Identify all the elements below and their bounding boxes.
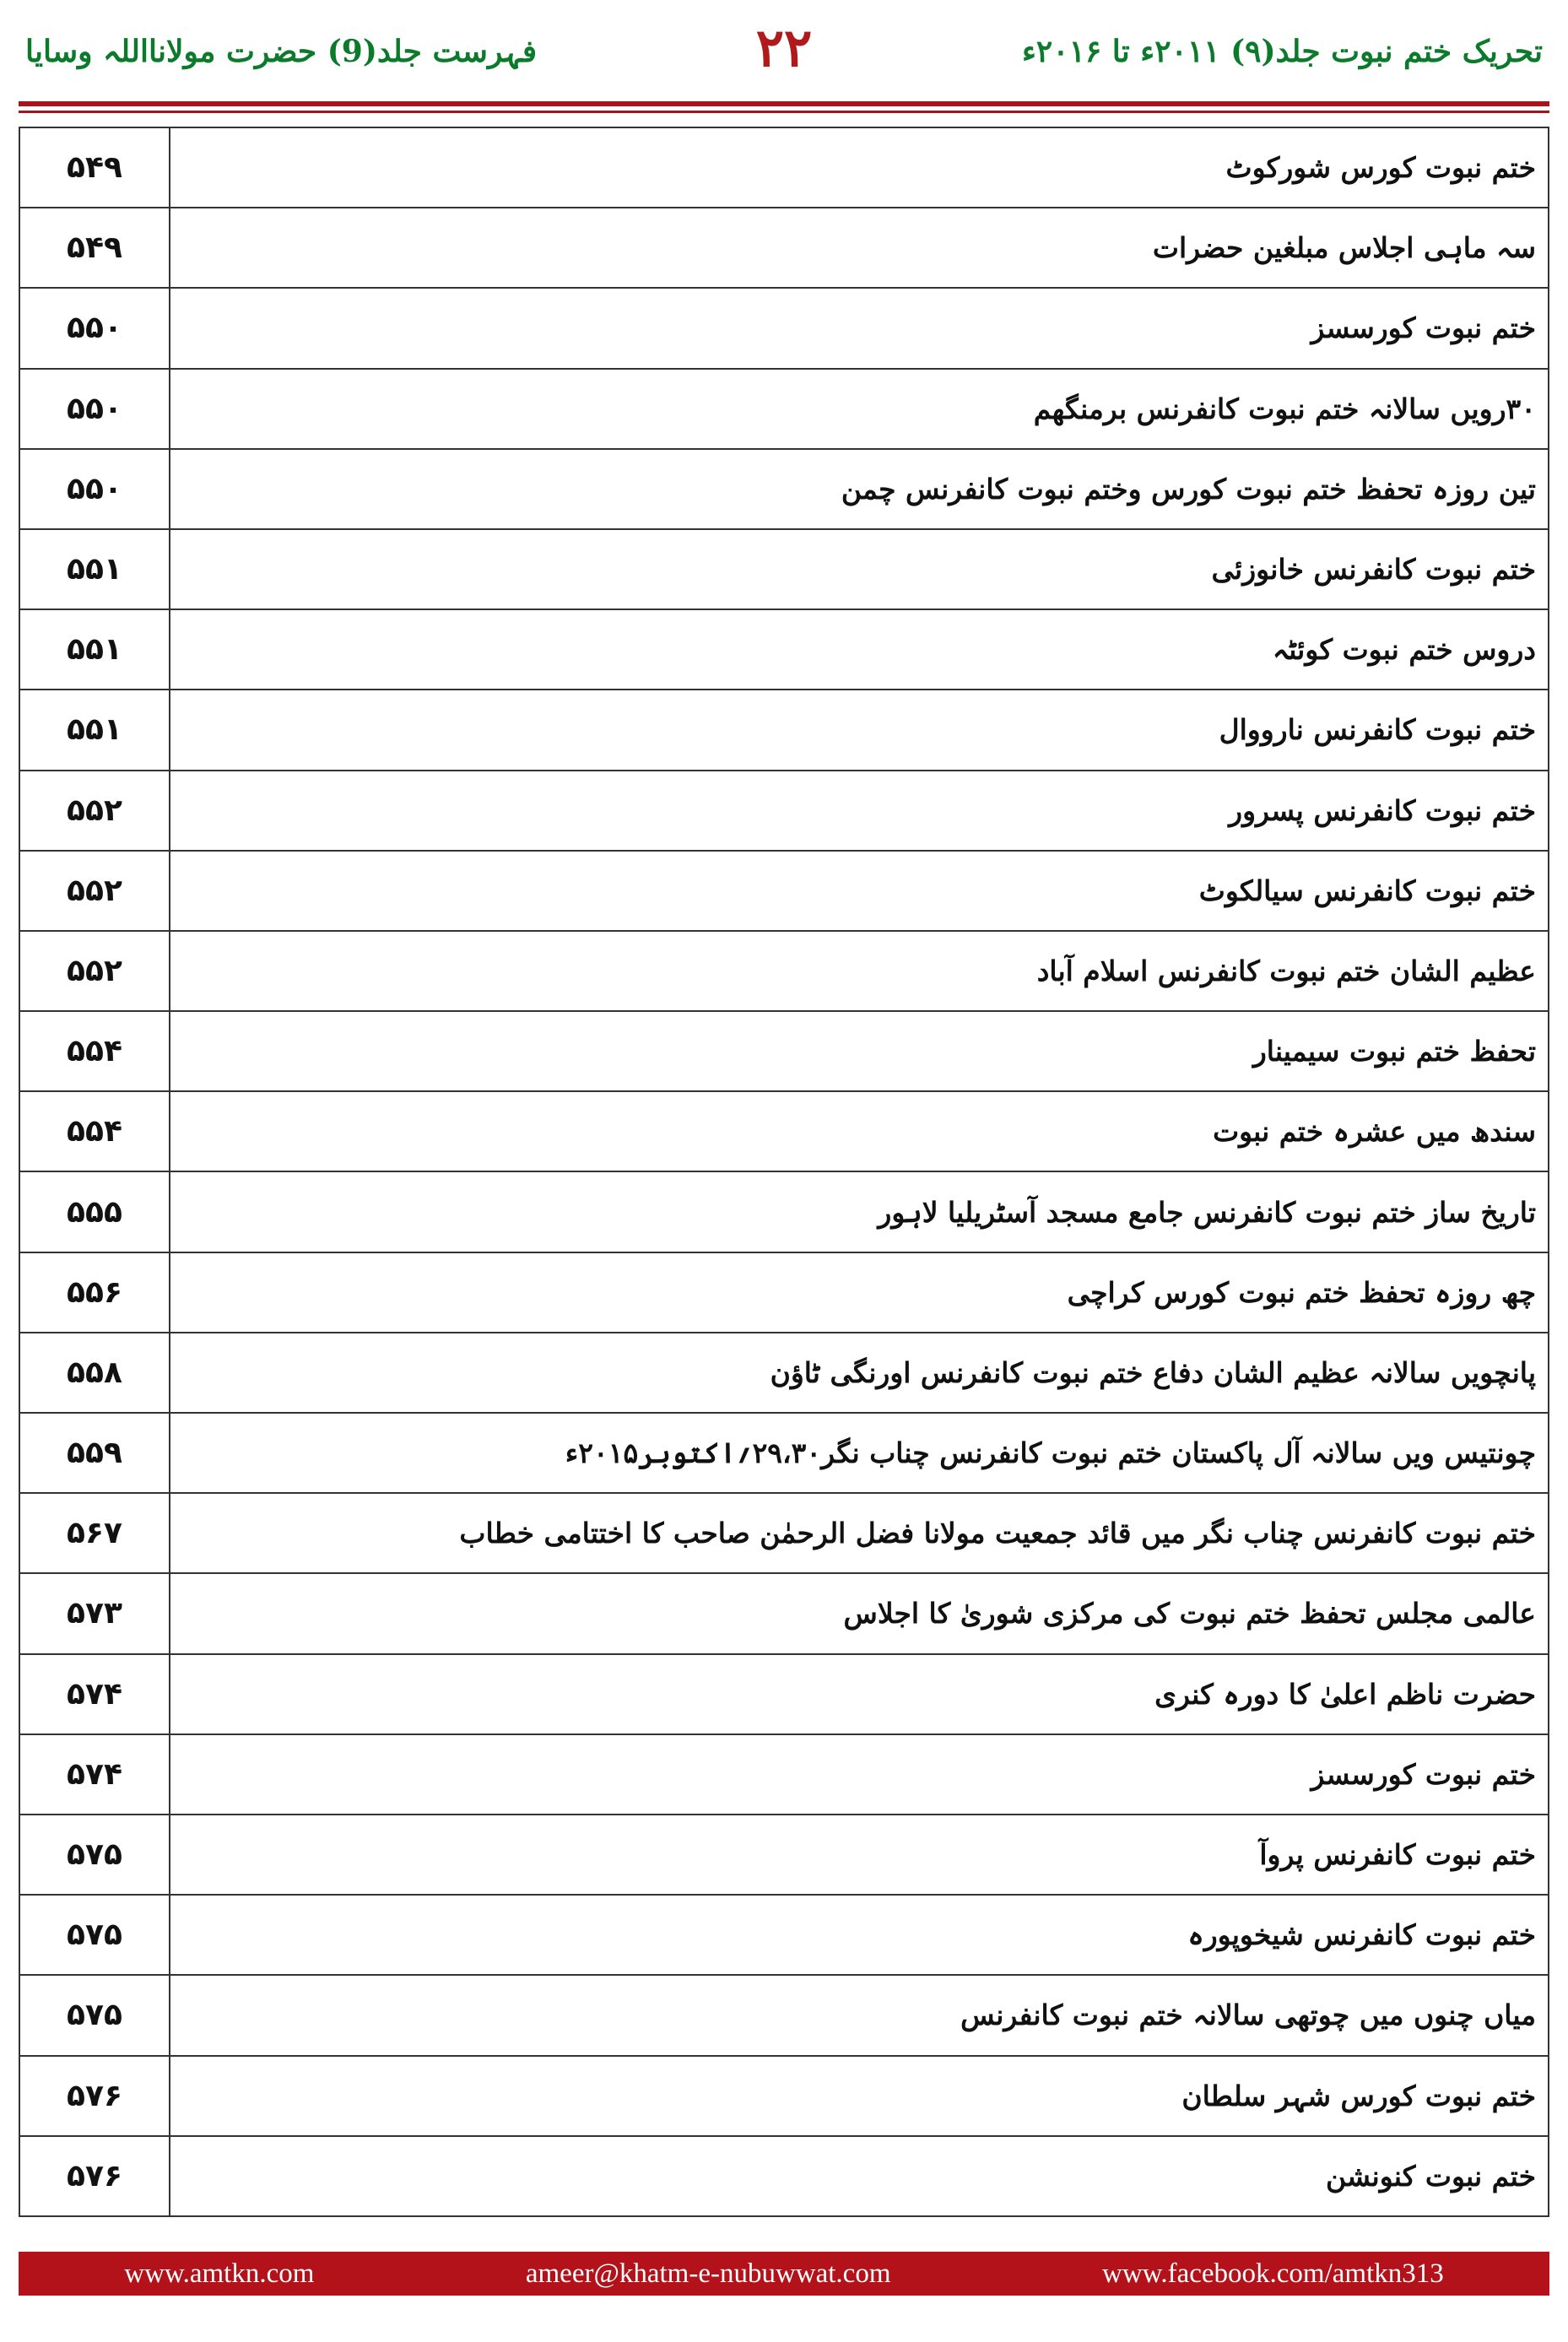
entry-page-number: ۵۵۰ [19,449,170,529]
table-row [19,1493,1549,1573]
header-rule-thick [19,101,1549,106]
table-row [19,127,1549,208]
entry-title: چونتیس ویں سالانہ آل پاکستان ختم نبوت کانفرنس چناب نگر۲۹،۳۰؍اکتوبر۲۰۱۵ء [170,1413,1549,1493]
table-row [19,529,1549,609]
entry-title: ختم نبوت کانفرنس چناب نگر میں قائد جمعیت مولانا فضل الرحمٰن صاحب کا اختتامی خطاب [170,1493,1549,1573]
entry-page-number: ۵۵۸ [19,1333,170,1413]
entry-title: ختم نبوت کورس شہر سلطان [170,2056,1549,2136]
entry-page-number: ۵۷۵ [19,1975,170,2055]
table-row [19,1815,1549,1895]
table-row [19,1171,1549,1252]
table-row [19,369,1549,449]
entry-page-number: ۵۵۲ [19,771,170,851]
entry-title: حضرت ناظم اعلیٰ کا دورہ کنری [170,1654,1549,1734]
page-footer [19,2252,1549,2296]
entry-title: عظیم الشان ختم نبوت کانفرنس اسلام آباد [170,931,1549,1011]
entry-page-number: ۵۵۱ [19,609,170,690]
entry-page-number: ۵۷۴ [19,1734,170,1815]
entry-title: سندھ میں عشرہ ختم نبوت [170,1091,1549,1171]
book-title: تحریک ختم نبوت جلد(۹) ۲۰۱۱ء تا ۲۰۱۶ء [1021,34,1543,69]
entry-title: تحفظ ختم نبوت سیمینار [170,1011,1549,1091]
entry-title: عالمی مجلس تحفظ ختم نبوت کی مرکزی شوریٰ کا اجلاس [170,1573,1549,1653]
entry-page-number: ۵۵۰ [19,288,170,368]
entry-page-number: ۵۴۹ [19,208,170,288]
entry-title: ختم نبوت کانفرنس سیالکوٹ [170,851,1549,931]
entry-title: ختم نبوت کورسسز [170,1734,1549,1815]
entry-page-number: ۵۵۲ [19,851,170,931]
table-row [19,2136,1549,2216]
table-row [19,1011,1549,1091]
table-row [19,851,1549,931]
entry-page-number: ۵۵۴ [19,1091,170,1171]
entry-title: چھ روزہ تحفظ ختم نبوت کورس کراچی [170,1252,1549,1333]
footer-email-link[interactable]: ameer@khatm-e-nubuwwat.com [525,2258,891,2289]
entry-page-number: ۵۵۹ [19,1413,170,1493]
entry-page-number: ۵۵۴ [19,1011,170,1091]
page-number: ۲۲ [755,17,813,78]
entry-page-number: ۵۷۵ [19,1815,170,1895]
table-row [19,1091,1549,1171]
table-row [19,1975,1549,2055]
entry-page-number: ۵۴۹ [19,127,170,208]
entry-title: ختم نبوت کانفرنس پسرور [170,771,1549,851]
table-row [19,208,1549,288]
entry-title: سہ ماہی اجلاس مبلغین حضرات [170,208,1549,288]
entry-page-number: ۵۵۵ [19,1171,170,1252]
entry-title: ختم نبوت کنونشن [170,2136,1549,2216]
entry-title: پانچویں سالانہ عظیم الشان دفاع ختم نبوت کانفرنس اورنگی ٹاؤن [170,1333,1549,1413]
index-title: فہرست جلد(9) حضرت مولانااللہ وسایا [25,34,538,69]
table-row [19,771,1549,851]
entry-title: ختم نبوت کانفرنس پروآ [170,1815,1549,1895]
footer-website-link[interactable]: www.amtkn.com [124,2258,315,2289]
table-row [19,1333,1549,1413]
entry-title: ختم نبوت کانفرنس خانوزئی [170,529,1549,609]
entry-page-number: ۵۷۴ [19,1654,170,1734]
entry-page-number: ۵۵۰ [19,369,170,449]
header-rule-thin [19,111,1549,113]
entry-title: ختم نبوت کانفرنس نارووال [170,690,1549,770]
entry-page-number: ۵۷۶ [19,2136,170,2216]
table-row [19,288,1549,368]
entry-page-number: ۵۷۵ [19,1895,170,1975]
page-header [0,0,1568,105]
entry-title: تاریخ ساز ختم نبوت کانفرنس جامع مسجد آسٹریلیا لاہور [170,1171,1549,1252]
entry-title: ختم نبوت کانفرنس شیخوپورہ [170,1895,1549,1975]
table-row [19,2056,1549,2136]
entry-title: تین روزہ تحفظ ختم نبوت کورس وختم نبوت کانفرنس چمن [170,449,1549,529]
entry-page-number: ۵۵۱ [19,690,170,770]
table-row [19,1734,1549,1815]
table-row [19,931,1549,1011]
entry-title: ۳۰رویں سالانہ ختم نبوت کانفرنس برمنگھم [170,369,1549,449]
contents-body [19,127,1549,2216]
entry-title: میاں چنوں میں چوتھی سالانہ ختم نبوت کانفرنس [170,1975,1549,2055]
table-row [19,449,1549,529]
entry-page-number: ۵۶۷ [19,1493,170,1573]
entry-page-number: ۵۵۲ [19,931,170,1011]
table-row [19,609,1549,690]
table-row [19,1895,1549,1975]
entry-title: ختم نبوت کورسسز [170,288,1549,368]
table-row [19,1573,1549,1653]
table-row [19,1413,1549,1493]
entry-title: ختم نبوت کورس شورکوٹ [170,127,1549,208]
table-row [19,1654,1549,1734]
contents-table [19,127,1549,2217]
entry-title: دروس ختم نبوت کوئٹہ [170,609,1549,690]
entry-page-number: ۵۵۱ [19,529,170,609]
footer-facebook-link[interactable]: www.facebook.com/amtkn313 [1101,2258,1444,2289]
table-row [19,690,1549,770]
entry-page-number: ۵۷۶ [19,2056,170,2136]
table-row [19,1252,1549,1333]
entry-page-number: ۵۷۳ [19,1573,170,1653]
entry-page-number: ۵۵۶ [19,1252,170,1333]
